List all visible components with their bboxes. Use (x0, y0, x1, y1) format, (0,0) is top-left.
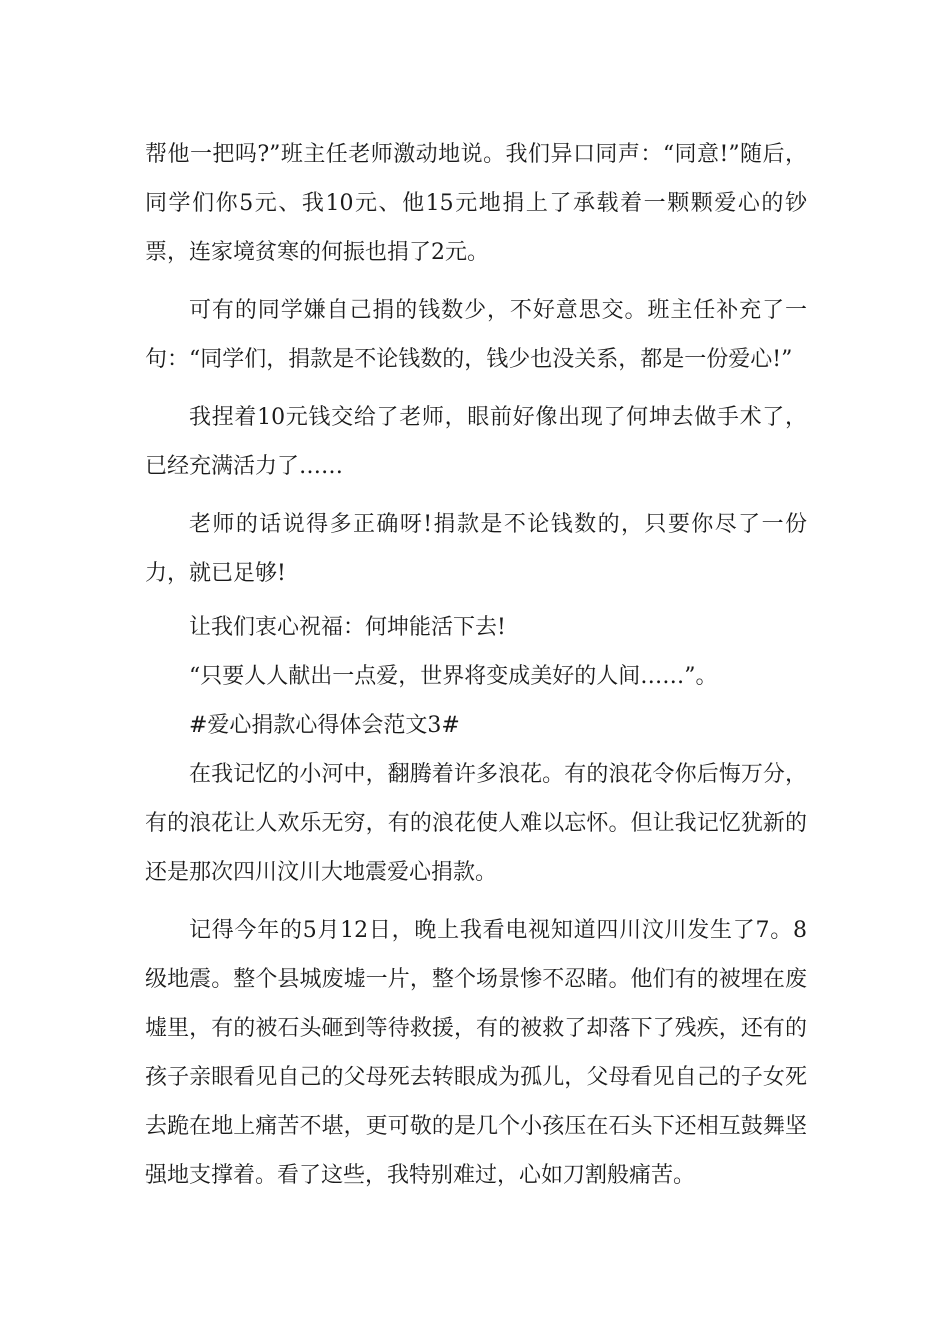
document-body (145, 130, 807, 1200)
paragraph: 记得今年的5月12日，晚上我看电视知道四川汶川发生了7。8级地震。整个县城废墟一片，整个场景惨不忍睹。他们有的被埋在废墟里，有的被石头砸到等待救援，有的被救了却落下了残疾，还有的孩子亲眼看见自己的父母死去转眼成为孤儿，父母看见自己的子女死去跪在地上痛苦不堪，更可敬的是几个小孩压在石头下还相互鼓舞坚强地支撑着。看了这些，我特别难过，心如刀割般痛苦。 (145, 918, 807, 1188)
paragraph: 可有的同学嫌自己捐的钱数少，不好意思交。班主任补充了一句：“同学们，捐款是不论钱数的，钱少也没关系，都是一份爱心!” (145, 298, 807, 372)
paragraph: 我捏着10元钱交给了老师，眼前好像出现了何坤去做手术了，已经充满活力了…… (145, 405, 807, 479)
paragraph-quote: “只要人人献出一点爱，世界将变成美好的人间……”。 (189, 664, 718, 689)
paragraph: 老师的话说得多正确呀!捐款是不论钱数的，只要你尽了一份力，就已足够! (145, 512, 807, 586)
paragraph: 在我记忆的小河中，翻腾着许多浪花。有的浪花令你后悔万分，有的浪花让人欢乐无穷，有的浪花使人难以忘怀。但让我记忆犹新的还是那次四川汶川大地震爱心捐款。 (145, 762, 807, 885)
paragraph: 让我们衷心祝福：何坤能活下去! (189, 615, 506, 640)
section-heading: #爱心捐款心得体会范文3# (189, 713, 460, 738)
paragraph-continuation: 帮他一把吗?”班主任老师激动地说。我们异口同声：“同意!”随后，同学们你5元、我10元、他15元地捐上了承载着一颗颗爱心的钞票，连家境贫寒的何振也捐了2元。 (145, 142, 807, 265)
